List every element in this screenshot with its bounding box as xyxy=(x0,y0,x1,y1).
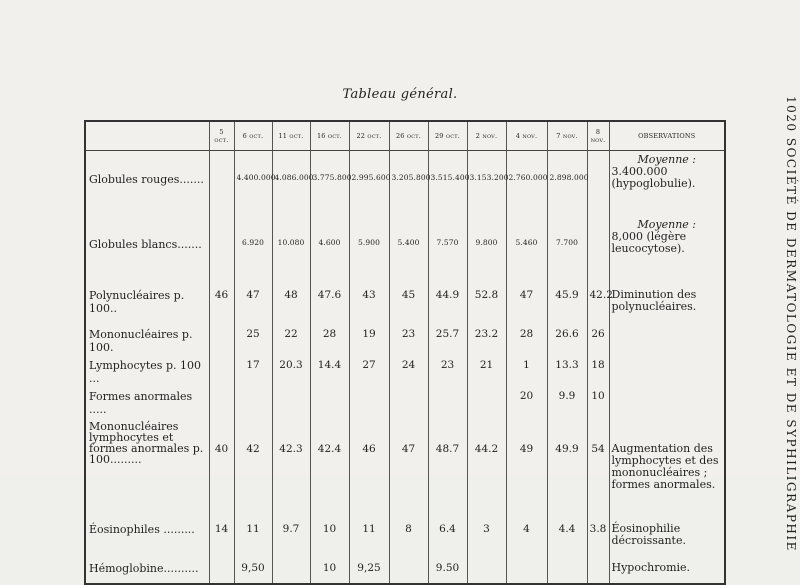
cell xyxy=(234,385,272,416)
cell xyxy=(209,216,234,281)
cell: 48 xyxy=(272,281,310,322)
cell: 8 xyxy=(389,519,428,558)
table-row xyxy=(85,519,725,558)
cell: 4.600 xyxy=(310,216,349,281)
cell: 9,50 xyxy=(234,558,272,584)
header-observations: OBSERVATIONS xyxy=(609,121,725,151)
observation-cell xyxy=(609,216,725,281)
cell: 46 xyxy=(349,416,389,519)
row-label: Mononucléaires p. 100. xyxy=(85,322,209,354)
row-label: Hémoglobine.......... xyxy=(85,558,209,584)
cell: 28 xyxy=(310,322,349,354)
cell: 49 xyxy=(506,416,547,519)
cell: 26 xyxy=(587,322,609,354)
cell: 44.2 xyxy=(467,416,506,519)
cell xyxy=(209,558,234,584)
running-header xyxy=(768,96,800,552)
cell: 9.9 xyxy=(547,385,587,416)
cell xyxy=(209,385,234,416)
header-row xyxy=(85,121,725,151)
cell: 9,25 xyxy=(349,558,389,584)
cell xyxy=(349,385,389,416)
cell: 4.086.000 xyxy=(272,151,310,217)
header-date: 26 oct. xyxy=(389,121,428,151)
header-date: 6 oct. xyxy=(234,121,272,151)
observation-text xyxy=(609,322,725,354)
cell: 10.080 xyxy=(272,216,310,281)
row-label: Éosinophiles ......... xyxy=(85,519,209,558)
cell xyxy=(506,558,547,584)
cell: 3.775.800 xyxy=(310,151,349,217)
cell: 44.9 xyxy=(428,281,467,322)
row-label: Globules rouges....... xyxy=(85,151,209,217)
cell: 21 xyxy=(467,354,506,385)
header-date: 29 oct. xyxy=(428,121,467,151)
cell xyxy=(587,216,609,281)
cell: 25 xyxy=(234,322,272,354)
cell: 19 xyxy=(349,322,389,354)
cell: 23 xyxy=(389,322,428,354)
cell: 5.460 xyxy=(506,216,547,281)
general-table xyxy=(84,120,726,585)
cell xyxy=(272,385,310,416)
cell: 4.400.000 xyxy=(234,151,272,217)
observation-text: Hypochromie. xyxy=(609,558,725,584)
cell: 47 xyxy=(234,281,272,322)
cell xyxy=(587,558,609,584)
cell: 47 xyxy=(389,416,428,519)
cell xyxy=(209,354,234,385)
cell: 25.7 xyxy=(428,322,467,354)
cell: 7.700 xyxy=(547,216,587,281)
cell: 3.153.200 xyxy=(467,151,506,217)
observation-text: 3.400.000 (hypoglobulie). xyxy=(611,165,696,190)
cell: 2.898.000 xyxy=(547,151,587,217)
cell: 45 xyxy=(389,281,428,322)
cell: 20 xyxy=(506,385,547,416)
table-title: Tableau général. xyxy=(342,87,458,102)
cell: 47 xyxy=(506,281,547,322)
observation-text xyxy=(609,385,725,416)
row-label: Lymphocytes p. 100 ... xyxy=(85,354,209,385)
cell: 20.3 xyxy=(272,354,310,385)
observation-cell xyxy=(609,151,725,217)
observation-text: Diminution des polynucléaires. xyxy=(609,281,725,322)
header-date: 5 oct. xyxy=(209,121,234,151)
cell: 4 xyxy=(506,519,547,558)
cell: 10 xyxy=(310,519,349,558)
cell xyxy=(209,151,234,217)
cell: 23.2 xyxy=(467,322,506,354)
header-date: 11 oct. xyxy=(272,121,310,151)
cell: 40 xyxy=(209,416,234,519)
table-row xyxy=(85,281,725,322)
cell: 18 xyxy=(587,354,609,385)
cell: 26.6 xyxy=(547,322,587,354)
cell xyxy=(272,558,310,584)
cell: 14.4 xyxy=(310,354,349,385)
cell: 24 xyxy=(389,354,428,385)
observation-text xyxy=(609,354,725,385)
table-row xyxy=(85,558,725,584)
cell: 10 xyxy=(310,558,349,584)
cell: 28 xyxy=(506,322,547,354)
cell: 54 xyxy=(587,416,609,519)
cell: 9.7 xyxy=(272,519,310,558)
cell: 2.995.600 xyxy=(349,151,389,217)
cell: 52.8 xyxy=(467,281,506,322)
cell: 43 xyxy=(349,281,389,322)
row-label: Formes anormales ..... xyxy=(85,385,209,416)
cell: 9.50 xyxy=(428,558,467,584)
cell: 6.4 xyxy=(428,519,467,558)
cell xyxy=(467,385,506,416)
cell: 22 xyxy=(272,322,310,354)
table-row xyxy=(85,151,725,217)
observation-text: 8,000 (légère leucocytose). xyxy=(611,230,687,255)
table-row xyxy=(85,416,725,519)
cell: 2.760.000 xyxy=(506,151,547,217)
cell: 1 xyxy=(506,354,547,385)
table-row xyxy=(85,322,725,354)
cell: 3 xyxy=(467,519,506,558)
cell xyxy=(310,385,349,416)
cell: 14 xyxy=(209,519,234,558)
cell xyxy=(209,322,234,354)
header-date: 7 nov. xyxy=(547,121,587,151)
cell: 48.7 xyxy=(428,416,467,519)
cell xyxy=(587,151,609,217)
observation-text: Éosinophilie décroissante. xyxy=(609,519,725,558)
cell: 46 xyxy=(209,281,234,322)
cell: 17 xyxy=(234,354,272,385)
cell: 27 xyxy=(349,354,389,385)
header-date: 8 nov. xyxy=(587,121,609,151)
header-date: 16 oct. xyxy=(310,121,349,151)
cell: 42 xyxy=(234,416,272,519)
cell: 45.9 xyxy=(547,281,587,322)
cell: 4.4 xyxy=(547,519,587,558)
row-label: Polynucléaires p. 100.. xyxy=(85,281,209,322)
row-label: Globules blancs....... xyxy=(85,216,209,281)
cell: 5.900 xyxy=(349,216,389,281)
cell: 47.6 xyxy=(310,281,349,322)
cell: 42.2 xyxy=(587,281,609,322)
cell: 49.9 xyxy=(547,416,587,519)
table-row xyxy=(85,385,725,416)
cell: 13.3 xyxy=(547,354,587,385)
cell: 3.515.400 xyxy=(428,151,467,217)
header-blank xyxy=(85,121,209,151)
cell xyxy=(389,558,428,584)
row-label: Mononucléaires lymphocytes et formes anormales p. 100......... xyxy=(85,416,209,519)
cell xyxy=(547,558,587,584)
observation-heading: Moyenne : xyxy=(637,218,696,231)
cell xyxy=(467,558,506,584)
cell: 42.3 xyxy=(272,416,310,519)
header-date: 2 nov. xyxy=(467,121,506,151)
header-date: 4 nov. xyxy=(506,121,547,151)
cell: 9.800 xyxy=(467,216,506,281)
running-header-text: 1020 SOCIÉTÉ DE DERMATOLOGIE ET DE SYPHILIGRAPHIE xyxy=(784,96,798,552)
observation-heading: Moyenne : xyxy=(637,153,696,166)
cell: 10 xyxy=(587,385,609,416)
table-row xyxy=(85,216,725,281)
cell xyxy=(428,385,467,416)
table-row xyxy=(85,354,725,385)
cell xyxy=(389,385,428,416)
observation-text: Augmentation des lymphocytes et des mononucléaires ; formes anormales. xyxy=(609,416,725,519)
cell: 5.400 xyxy=(389,216,428,281)
cell: 3.205.800 xyxy=(389,151,428,217)
cell: 3.8 xyxy=(587,519,609,558)
cell: 11 xyxy=(234,519,272,558)
cell: 23 xyxy=(428,354,467,385)
cell: 11 xyxy=(349,519,389,558)
cell: 7.570 xyxy=(428,216,467,281)
cell: 6.920 xyxy=(234,216,272,281)
cell: 42.4 xyxy=(310,416,349,519)
header-date: 22 oct. xyxy=(349,121,389,151)
